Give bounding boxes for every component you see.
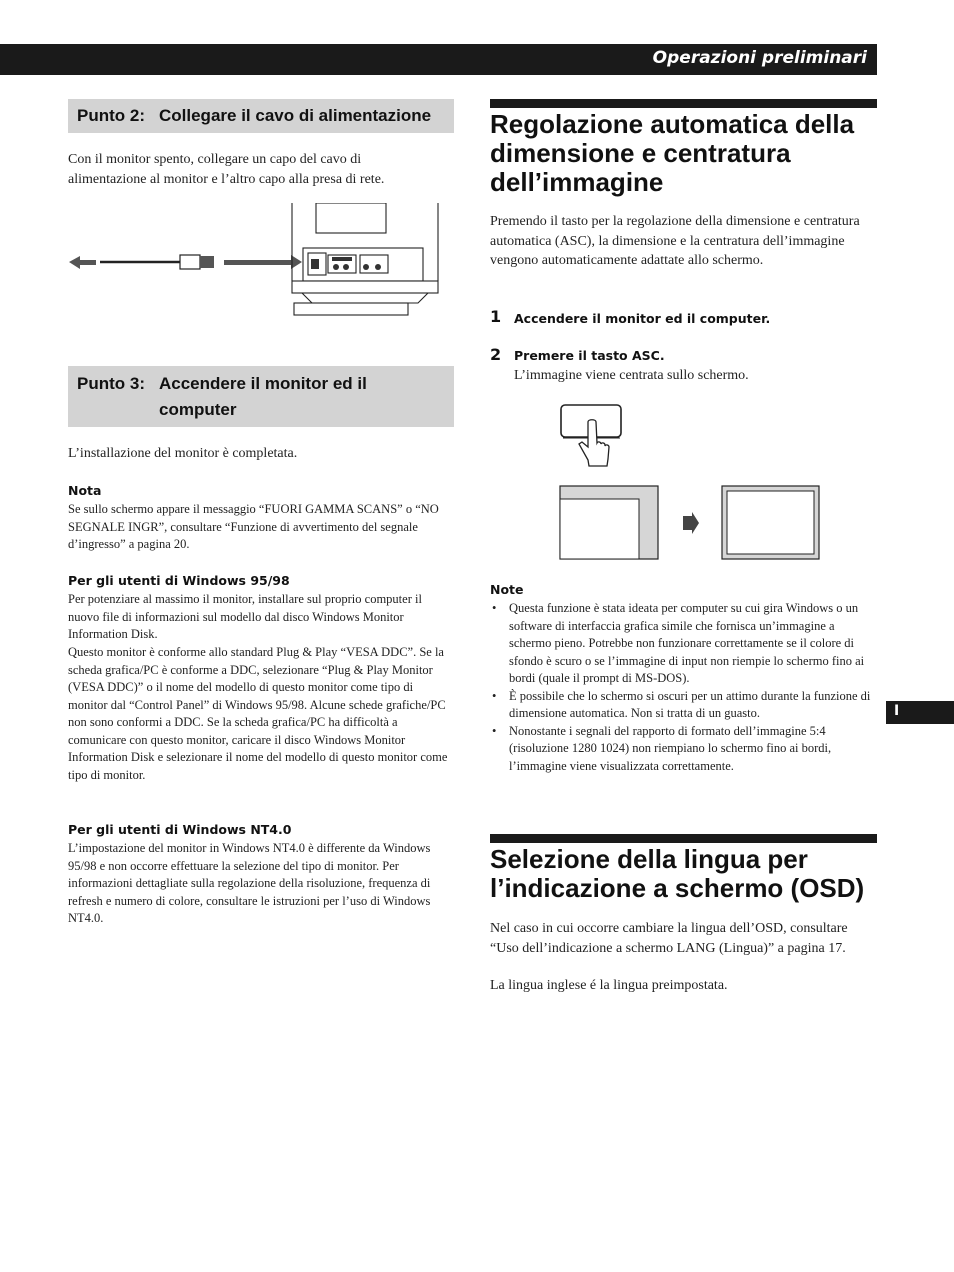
step2-heading-box (68, 99, 454, 133)
step2-text: Con il monitor spento, collegare un capo del cavo di alimentazione al monitor e l’altro capo alla presa di rete. (68, 152, 385, 187)
header-bar (0, 44, 877, 75)
step3-title-line1: Accendere il monitor ed il (159, 374, 367, 393)
section-rule (490, 99, 877, 108)
list-item: • È possibile che lo schermo si oscuri per un attimo durante la funzione di dimensione automatica. Non si tratta di un guasto. (491, 688, 874, 723)
arrow-left-icon (69, 256, 96, 269)
win9598-text2: Questo monitor è conforme allo standard Plug & Play “VESA DDC”. Se la scheda grafica/PC è conforme a DDC, selezionare “Plug & Play Monitor (VESA DDC)” o il nome del modello di questo monitor come tipo di monitor dal “Control Panel” di Windows 95/98. Alcune schede grafiche/PC non sono conformi a DDC. Se la scheda grafica/PC ha difficoltà a comunicare con questo monitor, caricare il disco Windows Monitor Information Disk e selezionare il nome del modello di questo monitor come tipo di monitor. (68, 645, 448, 782)
section-rule (490, 834, 877, 843)
asc-notes-heading: Note (490, 582, 524, 597)
language-tab-label: I (894, 703, 900, 719)
power-plug (180, 255, 200, 269)
osd-text: Nel caso in cui occorre cambiare la lingua dell’OSD, consultare “Uso dell’indicazione a schermo LANG (Lingua)” a pagina 17. (490, 921, 848, 956)
arrow-right-icon (224, 255, 302, 269)
screen-centering-illustration (558, 484, 822, 562)
winnt-text: L’impostazione del monitor in Windows NT4.0 è differente da Windows 95/98 e non occorre effettuare la selezione del tipo di monitor. Per informazioni dettagliate sulla regolazione della risoluzione, frequenza di refresh e numero di colore, consultare le istruzioni per l’uso di Windows NT4.0. (68, 841, 431, 925)
arrow-right-icon (683, 512, 699, 534)
asc-notes-list (491, 600, 874, 775)
asc-intro: Premendo il tasto per la regolazione della dimensione e centratura automatica (ASC), la dimensione e la centratura dell’immagine vengono automaticamente adattate allo schermo. (490, 214, 860, 268)
step2-title: Collegare il cavo di alimentazione (159, 106, 432, 125)
asc-step2-number: 2 (490, 345, 502, 364)
asc-button-illustration (558, 402, 628, 472)
asc-step1-number: 1 (490, 307, 502, 326)
osd-text2: La lingua inglese é la lingua preimpostata. (490, 978, 728, 993)
osd-title-line1: Selezione della lingua per (490, 844, 808, 874)
osd-title-line2: l’indicazione a schermo (OSD) (490, 873, 865, 903)
winnt-heading: Per gli utenti di Windows NT4.0 (68, 822, 292, 837)
win9598-text: Per potenziare al massimo il monitor, installare sul proprio computer il nuovo file di informazioni sul modello dal disco Windows Monitor Information Disk. (68, 592, 422, 641)
step2-label: Punto 2: (77, 106, 145, 125)
screen-before (560, 486, 658, 559)
screen-after (722, 486, 819, 559)
power-cable-illustration (66, 203, 446, 318)
section-title: Operazioni preliminari (652, 48, 867, 68)
step3-label: Punto 3: (77, 374, 145, 393)
list-item: • Nonostante i segnali del rapporto di formato dell’immagine 5:4 (risoluzione 1280 1024) non riempiano lo schermo fino ai bordi, l’immagine viene visualizzata correttamente. (491, 723, 874, 776)
list-item: • Questa funzione è stata ideata per computer su cui gira Windows o un software di interfaccia grafica simile che fornisca un’immagine a schermo pieno. Potrebbe non funzionare correttamente se il colore di sfondo è scuro o se l’immagine di input non riempie lo schermo fino ai bordi (quale il prompt di MS-DOS). (491, 600, 874, 688)
nota-text: Se sullo schermo appare il messaggio “FUORI GAMMA SCANS” o “NO SEGNALE INGR”, consultare “Funzione di avvertimento del segnale d’ingresso” a pagina 20. (68, 502, 439, 551)
asc-step1-text: Accendere il monitor ed il computer. (514, 311, 771, 326)
asc-step2-text: Premere il tasto ASC. (514, 348, 665, 363)
asc-title: Regolazione automatica della dimensione e centratura dell’immagine (490, 109, 855, 197)
win9598-heading: Per gli utenti di Windows 95/98 (68, 573, 290, 588)
step3-heading-box (68, 366, 454, 427)
nota-heading: Nota (68, 483, 102, 498)
step3-title-line2: computer (159, 400, 237, 419)
language-tab (886, 701, 954, 724)
asc-step2-sub: L’immagine viene centrata sullo schermo. (514, 368, 749, 383)
step3-text: L’installazione del monitor è completata. (68, 446, 298, 461)
